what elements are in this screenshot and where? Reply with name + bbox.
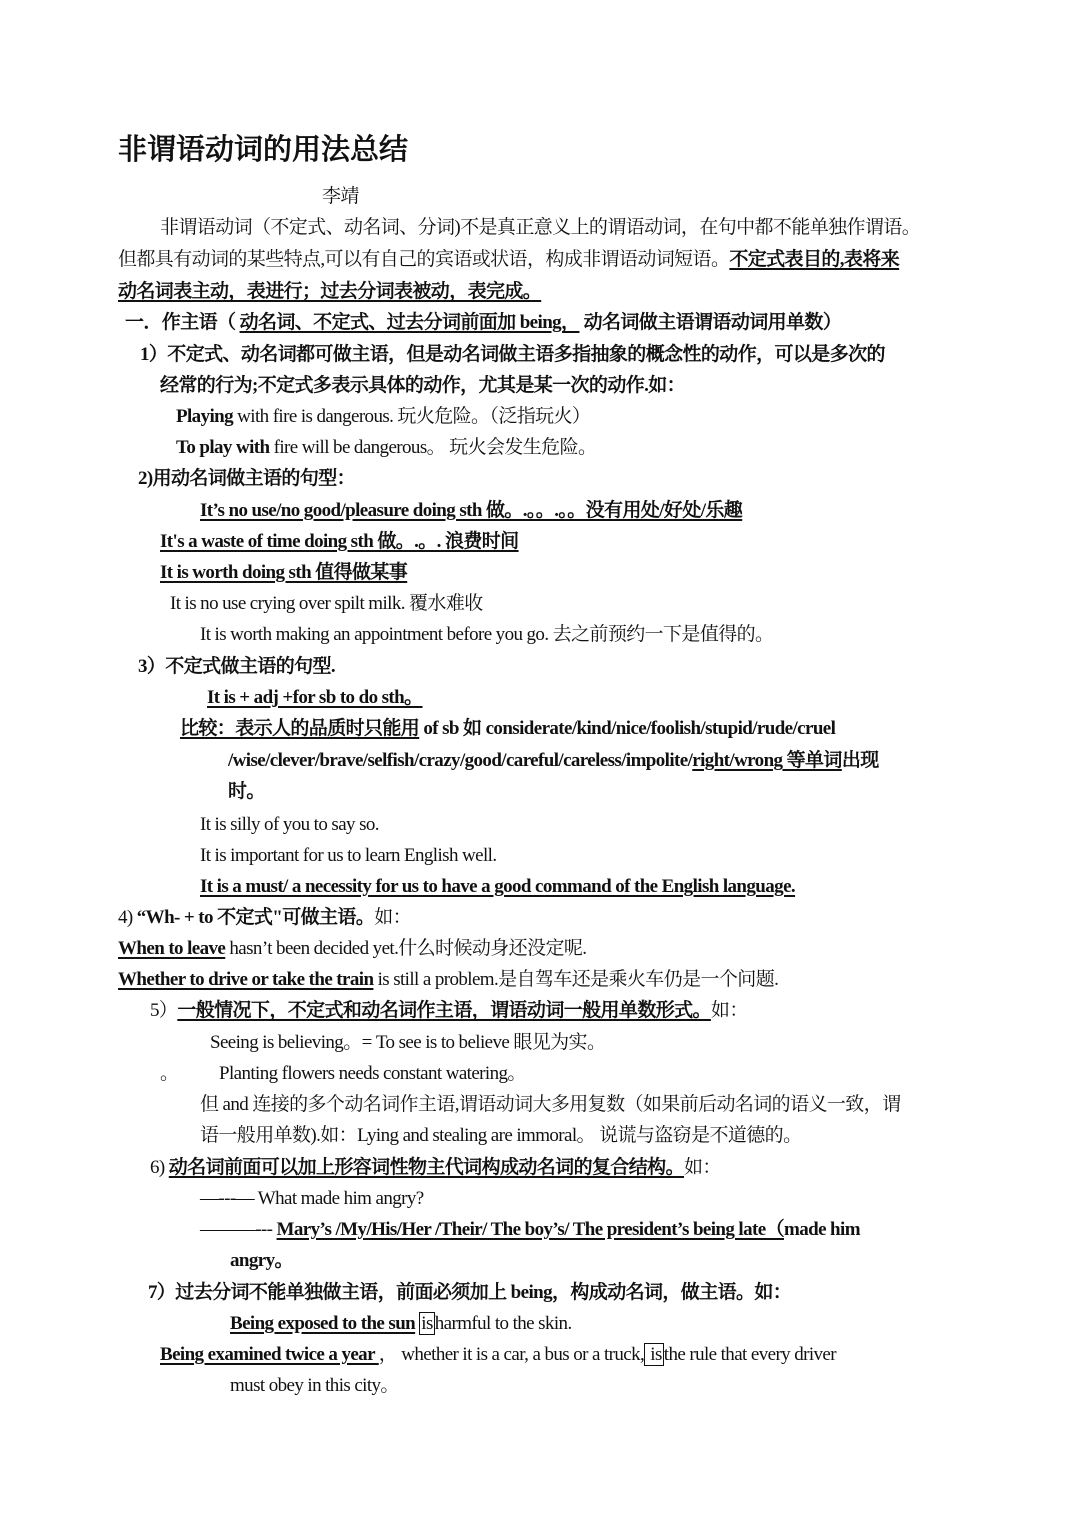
point-4-heading xyxy=(118,905,411,931)
example-text: with fire is dangerous. 玩火危险。（泛指玩火） xyxy=(233,406,591,427)
point-4-example-1 xyxy=(118,936,586,962)
point-7-example-2 xyxy=(160,1342,836,1368)
compare-text: of sb 如 considerate/kind/nice/foolish/stupid/rude/cruel xyxy=(419,718,836,739)
point-6-answer-end: angry。 xyxy=(230,1250,293,1271)
example-text: the rule that every driver xyxy=(663,1344,836,1365)
section-1-label: 一．作主语（ xyxy=(125,312,236,333)
point-1-line-2: 经常的行为;不定式多表示具体的动作，尤其是某一次的动作.如： xyxy=(160,375,686,396)
point-6-suffix: 如： xyxy=(683,1157,721,1178)
point-3-compare-line-1 xyxy=(180,716,835,742)
example-text: is still a problem.是自驾车还是乘火车仍是一个问题. xyxy=(373,969,779,990)
point-1-example-2 xyxy=(176,435,596,461)
point-2-example-2: It is worth making an appointment before you go. 去之前预约一下是值得的。 xyxy=(200,624,774,645)
author: 李靖 xyxy=(322,186,359,207)
section-1-note: 动名词、不定式、过去分词前面加 being， xyxy=(239,312,580,333)
point-5-suffix: 如： xyxy=(710,1000,748,1021)
point-1-line-1: 1）不定式、动名词都可做主语，但是动名词做主语多指抽象的概念性的动作，可以是多次的 xyxy=(140,344,885,365)
compare-words: /wise/clever/brave/selfish/crazy/good/careful/careless/impolite/ xyxy=(228,750,693,771)
answer-subject: Mary’s /My/His/Her /Their/ The boy’s/ The president’s being late（ xyxy=(276,1219,784,1240)
point-3-compare-line-2 xyxy=(228,748,879,774)
point-2-pattern-3: It is worth doing sth 值得做某事 xyxy=(160,562,408,583)
example-keyword: Whether to drive or take the train xyxy=(118,969,374,990)
example-keyword: Playing xyxy=(176,406,234,427)
point-4-suffix: 如： xyxy=(374,907,412,928)
point-2-pattern-1: It’s no use/no good/pleasure doing sth 做。.。。.。。没有用处/好处/乐趣 xyxy=(200,500,743,521)
point-7-example-1 xyxy=(230,1311,572,1337)
point-4-number: 4) xyxy=(118,907,137,928)
point-3-pattern: It is + adj +for sb to do sth。 xyxy=(207,687,423,708)
point-3-example-3: It is a must/ a necessity for us to have a good command of the English language. xyxy=(200,876,796,897)
point-4-rule: “Wh- + to 不定式"可做主语。 xyxy=(136,907,375,928)
answer-dash: ———--- xyxy=(200,1219,277,1240)
section-1-rule: 动名词做主语谓语动词用单数） xyxy=(583,312,842,333)
point-4-example-2 xyxy=(118,967,778,993)
point-5-example-4: 语一般用单数).如：Lying and stealing are immoral。 说谎与盗窃是不道德的。 xyxy=(200,1125,802,1146)
example-text: harmful to the skin. xyxy=(434,1313,572,1334)
example-text: ， whether it is a car, a bus or a truck, xyxy=(378,1344,645,1365)
point-5-rule: 一般情况下，不定式和动名词作主语，谓语动词一般用单数形式。 xyxy=(177,1000,711,1021)
point-6-rule: 动名词前面可以加上形容词性物主代词构成动名词的复合结构。 xyxy=(168,1157,684,1178)
compare-suffix: 出现 xyxy=(841,750,879,771)
boxed-verb: is xyxy=(421,1313,433,1334)
boxed-verb: is xyxy=(646,1344,662,1365)
point-6-question: —---— What made him angry? xyxy=(200,1188,424,1209)
example-subject: Being exposed to the sun xyxy=(230,1313,416,1334)
compare-words-underlined: right/wrong xyxy=(692,750,783,771)
intro-key-point: 不定式表目的,表将来 xyxy=(729,249,900,270)
point-1-example-1 xyxy=(176,404,590,430)
point-3-compare-line-3: 时。 xyxy=(228,781,265,802)
example-text: fire will be dangerous。 玩火会发生危险。 xyxy=(269,437,597,458)
example-subject: Being examined twice a year xyxy=(160,1344,379,1365)
example-keyword: To play with xyxy=(176,437,270,458)
point-5-number: 5） xyxy=(150,1000,178,1021)
point-2-heading: 2)用动名词做主语的句型： xyxy=(138,468,356,489)
intro-line-1: 非谓语动词（不定式、动名词、分词)不是真正意义上的谓语动词，在句中都不能单独作谓语。 xyxy=(160,217,921,238)
point-3-example-2: It is important for us to learn English well. xyxy=(200,845,497,866)
point-7-example-3: must obey in this city。 xyxy=(230,1375,399,1396)
intro-text: 但都具有动词的某些特点,可以有自己的宾语或状语，构成非谓语动词短语。 xyxy=(118,249,730,270)
intro-line-2 xyxy=(118,247,899,273)
intro-line-3: 动名词表主动，表进行；过去分词表被动，表完成。 xyxy=(118,281,542,302)
point-5-heading xyxy=(150,998,748,1024)
point-2-pattern-2: It's a waste of time doing sth 做。.。. 浪费时间 xyxy=(160,531,519,552)
point-5-example-3: 但 and 连接的多个动名词作主语,谓语动词大多用复数（如果前后动名词的语义一致，谓 xyxy=(200,1094,901,1115)
compare-label: 比较：表示人的品质时只能用 xyxy=(180,718,420,739)
example-text: hasn’t been decided yet.什么时候动身还没定呢. xyxy=(225,938,587,959)
point-3-heading: 3）不定式做主语的句型. xyxy=(138,656,336,677)
point-3-example-1: It is silly of you to say so. xyxy=(200,814,379,835)
compare-suffix-underlined: 等单词 xyxy=(782,750,842,771)
point-7-heading: 7）过去分词不能单独做主语，前面必须加上 being，构成动名词，做主语。如： xyxy=(148,1282,792,1303)
point-5-example-2: Planting flowers needs constant watering。 xyxy=(219,1063,526,1084)
answer-predicate: made him xyxy=(783,1219,860,1240)
point-6-heading xyxy=(150,1155,721,1181)
point-6-number: 6) xyxy=(150,1157,169,1178)
section-1-heading xyxy=(125,310,841,336)
point-5-example-2-mark: 。 xyxy=(160,1063,179,1084)
point-5-example-1: Seeing is believing。= To see is to believe 眼见为实。 xyxy=(210,1032,606,1053)
point-2-example-1: It is no use crying over spilt milk. 覆水难收 xyxy=(170,593,483,614)
page-title: 非谓语动词的用法总结 xyxy=(118,134,409,166)
example-keyword: When to leave xyxy=(118,938,226,959)
point-6-answer xyxy=(200,1217,860,1243)
